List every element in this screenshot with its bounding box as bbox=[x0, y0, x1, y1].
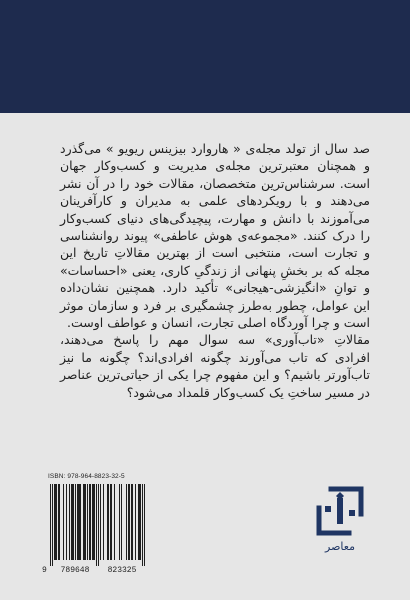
barcode-digit-lead: 9 bbox=[42, 566, 47, 575]
barcode-bar bbox=[75, 484, 76, 560]
barcode-bar bbox=[114, 484, 115, 560]
barcode-bar bbox=[126, 484, 127, 560]
barcode-bar bbox=[138, 484, 141, 560]
barcode-bar bbox=[100, 484, 101, 560]
top-band bbox=[0, 0, 410, 113]
blurb-line: می‌آموزند با دانش و مهارت، پیچیدگی‌های دنیای کسب‌وکار bbox=[60, 210, 370, 226]
blurb-line: می‌دهند و با رویکردهای علمی به مدیران و کارآفرینان bbox=[60, 193, 370, 209]
blurb-line: افرادی که تاب می‌آورند چگونه افرادی‌اند؟ چگونه ما نیز bbox=[60, 349, 370, 365]
blurb-line: مقالاتِ «تاب‌آوری» سه سوال مهم را پاسخ می‌دهند، bbox=[60, 332, 370, 348]
barcode-bar bbox=[69, 484, 70, 560]
barcode bbox=[40, 484, 152, 576]
barcode-digits-right: 823325 bbox=[107, 566, 137, 575]
blurb-line: صد سال از تولد مجله‌ی « هاروارد بیزینس ریویو » می‌گذرد bbox=[60, 141, 370, 156]
barcode-bar bbox=[142, 484, 143, 566]
barcode-bar bbox=[128, 484, 130, 560]
blurb-text bbox=[60, 140, 370, 401]
barcode-bar bbox=[89, 484, 91, 560]
barcode-bar bbox=[103, 484, 104, 560]
blurb-line: است. سرشناس‌ترین متخصصان، مقالات خود را در آن نشر bbox=[60, 175, 370, 191]
barcode-bar bbox=[107, 484, 109, 560]
blurb-line: و همچنان معتبرترین مجله‌ی مدیریت و کسب‌وکار جهان bbox=[60, 158, 370, 174]
isbn-label: ISBN: 978-964-8823-32-5 bbox=[48, 473, 125, 480]
barcode-bar bbox=[121, 484, 122, 560]
barcode-bar bbox=[131, 484, 133, 560]
barcode-bar bbox=[50, 484, 51, 566]
barcode-bar bbox=[63, 484, 64, 560]
publisher-logo bbox=[310, 484, 370, 553]
barcode-bar bbox=[144, 484, 145, 566]
blurb-line: تاب‌آورتر باشیم؟ و این مفهوم چرا یکی از حیاتی‌ترین عناصر bbox=[60, 367, 370, 383]
publisher-name: معاصر bbox=[325, 540, 355, 553]
barcode-bar bbox=[66, 484, 67, 560]
barcode-bar bbox=[98, 484, 99, 566]
blurb-line: در مسیر ساختِ یک کسب‌وکار قلمداد می‌شود؟ bbox=[126, 384, 370, 400]
barcode-bar bbox=[52, 484, 53, 566]
barcode-bar bbox=[110, 484, 112, 560]
barcode-bar bbox=[92, 484, 95, 560]
blurb-line: را درک کنند. «مجموعه‌ی هوش عاطفی» پیوند روانشناسی bbox=[60, 228, 370, 244]
barcode-bar bbox=[135, 484, 136, 560]
barcode-bar bbox=[71, 484, 74, 560]
barcode-bar bbox=[77, 484, 81, 560]
barcode-digits-left: 789648 bbox=[60, 566, 90, 575]
blurb-line: این عوامل، چطور به‌طرز چشمگیری بر فرد و سازمان موثر bbox=[60, 297, 370, 313]
barcode-bar bbox=[119, 484, 120, 560]
blurb-line: و توانِ «انگیزشی-هیجانی» تأکید دارد. همچنین نشان‌داده bbox=[60, 280, 370, 296]
barcode-bar bbox=[83, 484, 86, 560]
barcode-bar bbox=[58, 484, 60, 560]
publisher-logo-icon bbox=[313, 484, 367, 538]
barcode-bar bbox=[87, 484, 88, 560]
barcode-bar bbox=[54, 484, 57, 560]
blurb-line: است و چرا آوردگاه اصلی تجارت، انسان و عواطف اوست. bbox=[66, 315, 370, 331]
blurb-line: و تجارت است، منتخبی است از بهترین مقالاتِ تاریخ این bbox=[60, 245, 370, 261]
barcode-bars bbox=[50, 484, 145, 566]
blurb-line: مجله که بر بخشِ پنهانی از زندگیِ کاری، یعنی «احساسات» bbox=[60, 262, 370, 278]
barcode-bar bbox=[96, 484, 97, 566]
